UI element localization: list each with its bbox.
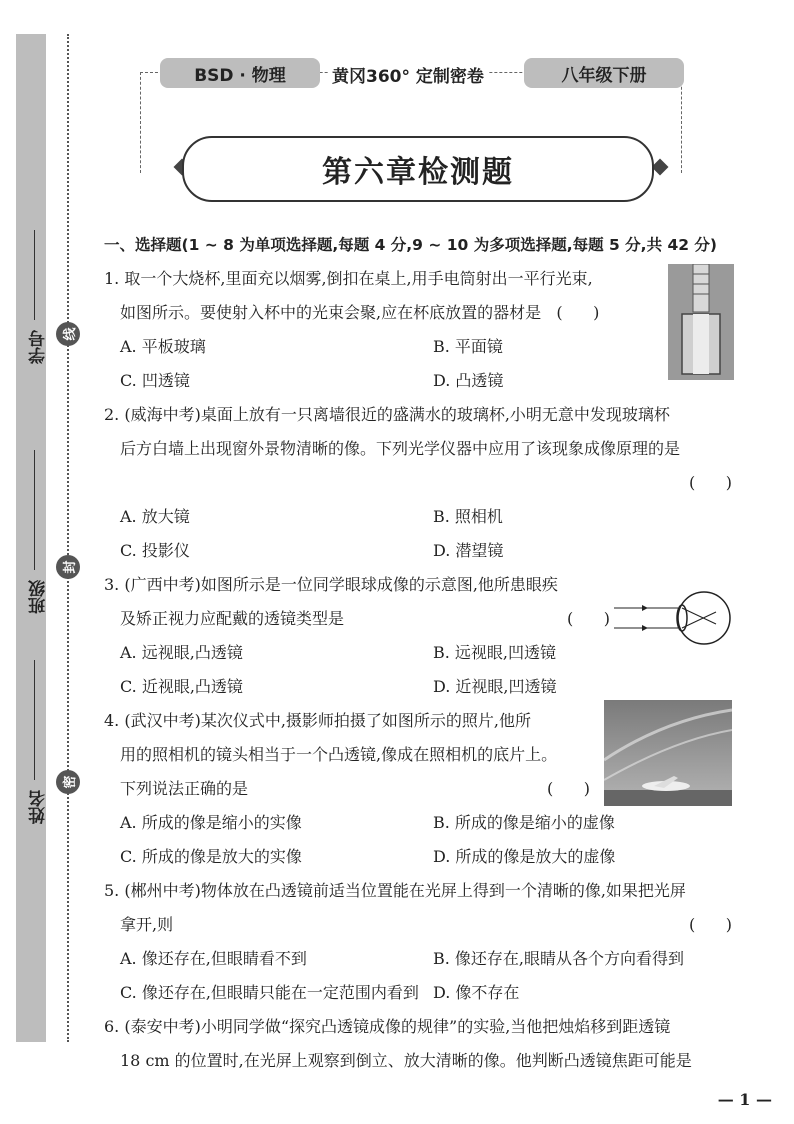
answer-blank: ( ) <box>567 609 610 628</box>
option: A. 所成的像是缩小的实像 <box>120 813 302 832</box>
question-stem: 拿开,则 ( ) <box>104 908 740 942</box>
beaker-figure <box>668 264 734 380</box>
cut-line <box>67 34 69 1042</box>
option: C. 所成的像是放大的实像 <box>120 847 302 866</box>
option: A. 远视眼,凸透镜 <box>120 643 243 662</box>
option: B. 像还存在,眼睛从各个方向看得到 <box>433 949 685 968</box>
question-stem: 用的照相机的镜头相当于一个凸透镜,像成在照相机的底片上。 <box>120 745 558 764</box>
question-content <box>104 228 740 1078</box>
option: D. 潜望镜 <box>433 541 504 560</box>
page-title: 第六章检测题 <box>182 136 654 202</box>
question-2 <box>104 398 740 568</box>
option: B. 平面镜 <box>433 337 503 356</box>
question-stem: 18 cm 的位置时,在光屏上观察到倒立、放大清晰的像。他判断凸透镜焦距可能是 <box>120 1051 692 1070</box>
question-6 <box>104 1010 740 1078</box>
student-id-label: 学号 <box>29 330 49 364</box>
name-line <box>34 660 35 780</box>
eye-diagram <box>612 590 736 646</box>
question-stem: 6. (泰安中考)小明同学做“探究凸透镜成像的规律”的实验,当他把烛焰移到距透镜 <box>104 1017 671 1036</box>
option: A. 平板玻璃 <box>120 337 206 356</box>
option: C. 像还存在,但眼睛只能在一定范围内看到 <box>120 983 419 1002</box>
page-number: — 1 — <box>717 1090 772 1109</box>
subject-pill: BSD · 物理 <box>160 58 320 88</box>
seal-line: 线 <box>56 322 80 346</box>
student-id-line <box>34 230 35 320</box>
option: D. 近视眼,凹透镜 <box>433 677 557 696</box>
question-stem: 及矫正视力应配戴的透镜类型是 ( ) <box>104 602 610 636</box>
class-line <box>34 450 35 570</box>
question-stem: 2. (威海中考)桌面上放有一只离墙很近的盛满水的玻璃杯,小明无意中发现玻璃杯 <box>104 405 670 424</box>
series-name: 黄冈360° 定制密卷 <box>328 62 488 87</box>
option: B. 照相机 <box>433 507 503 526</box>
option: D. 像不存在 <box>433 983 520 1002</box>
option: B. 所成的像是缩小的虚像 <box>433 813 615 832</box>
airplane-photo <box>604 700 732 806</box>
question-1 <box>104 262 664 398</box>
option: D. 凸透镜 <box>433 371 504 390</box>
class-label: 班级 <box>29 580 49 614</box>
answer-blank: ( ) <box>689 473 732 492</box>
seal-seal: 封 <box>56 555 80 579</box>
binding-strip <box>16 34 46 1042</box>
question-5 <box>104 874 740 1010</box>
option: A. 放大镜 <box>120 507 190 526</box>
option: D. 所成的像是放大的虚像 <box>433 847 616 866</box>
option: C. 凹透镜 <box>120 371 190 390</box>
option: C. 近视眼,凸透镜 <box>120 677 243 696</box>
seal-secret: 密 <box>56 770 80 794</box>
question-stem: 4. (武汉中考)某次仪式中,摄影师拍摄了如图所示的照片,他所 <box>104 711 532 730</box>
grade-pill: 八年级下册 <box>524 58 684 88</box>
answer-blank: ( ) <box>556 303 600 322</box>
option: B. 远视眼,凹透镜 <box>433 643 557 662</box>
question-stem: 1. 取一个大烧杯,里面充以烟雾,倒扣在桌上,用手电筒射出一平行光束, <box>104 269 593 288</box>
option: A. 像还存在,但眼睛看不到 <box>120 949 307 968</box>
name-label: 姓名 <box>29 790 49 824</box>
question-stem: 下列说法正确的是 ( ) <box>104 772 590 806</box>
answer-blank: ( ) <box>689 915 732 934</box>
question-stem: 后方白墙上出现窗外景物清晰的像。下列光学仪器中应用了该现象成像原理的是 <box>120 439 681 458</box>
option: C. 投影仪 <box>120 541 190 560</box>
answer-blank: ( ) <box>547 779 590 798</box>
question-stem: 如图所示。要使射入杯中的光束会聚,应在杯底放置的器材是 ( ) <box>120 303 600 322</box>
question-stem: 5. (郴州中考)物体放在凸透镜前适当位置能在光屏上得到一个清晰的像,如果把光屏 <box>104 881 686 900</box>
section-heading: 一、选择题(1 ~ 8 为单项选择题,每题 4 分,9 ~ 10 为多项选择题,每题 5 分,共 42 分) <box>104 236 718 254</box>
question-stem: 3. (广西中考)如图所示是一位同学眼球成像的示意图,他所患眼疾 <box>104 575 558 594</box>
